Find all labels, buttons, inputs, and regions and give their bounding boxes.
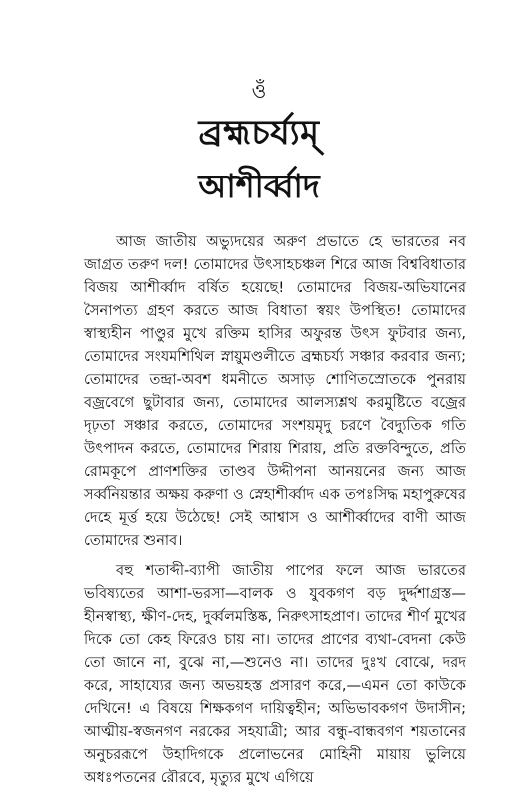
paragraph-2: বহু শতাব্দী-ব্যাপী জাতীয় পাপের ফলে আজ ভারতের ভবিষ্যতের আশা-ভরসা—বালক ও যুবকগণ বড় দুর্দ্দশাগ্রস্ত—হীনস্বাস্থ্য, ক্ষীণ-দেহ, দুর্ব্বলমস্তিষ্ক, নিরুৎসাহপ্রাণ। তাদের শীর্ণ মুখের দিকে তো কেহ ফিরেও চায় না। তাদের প্রাণের ব্যথা-বেদনা কেউ তো জানে না, বুঝে না,—শুনেও না। তাদের দুঃখ বোঝে, দরদ করে, সাহায্যের জন্য অভয়হস্ত প্রসারণ করে,—এমন তো কাউকে দেখিনে! এ বিষয়ে শিক্ষকগণ দায়িত্বহীন; অভিভাবকগণ উদাসীন; আত্মীয়-স্বজনগণ নরকের সহযাত্রী; আর বন্ধু-বান্ধবগণ শয়তানের অনুচররূপে উহাদিগকে প্রলোভনের মোহিনী মায়ায় ভুলিয়ে অধঃপতনের রৌরবে, মৃত্যুর মুখে এগিয়ে [84,562,466,786]
om-symbol: ওঁ [251,79,267,103]
paragraph-1: আজ জাতীয় অভ্যুদয়ের অরুণ প্রভাতে হে ভারতের নব জাগ্রত তরুণ দল! তোমাদের উৎসাহচঞ্চল শিরে আজ বিশ্ববিধাতার বিজয় আশীর্ব্বাদ বর্ষিত হয়েছে! তোমাদের বিজয়-অভিযানের সৈনাপত্য গ্রহণ করতে আজ বিধাতা স্বয়ং উপস্থিত! তোমাদের স্বাস্থ্যহীন পাণ্ডুর মুখে রক্তিম হাসির অফুরন্ত উৎস ফুটবার জন্য, তোমাদের সংযমশিথিল স্নায়ুমণ্ডলীতে ব্রহ্মচর্য্য সঞ্চার করবার জন্য; তোমাদের তন্দ্রা-অবশ ধমনীতে অসাড় শোণিতস্রোতকে পুনরায় বজ্রবেগে ছুটাবার জন্য, তোমাদের আলস্যশ্লথ করমুষ্টিতে বজ্রের দৃঢ়তা সঞ্চার করতে, তোমাদের সংশয়মৃদু চরণে বৈদ্যুতিক গতি উৎপাদন করতে, তোমাদের শিরায় শিরায়, প্রতি রক্তবিন্দুতে, প্রতি রোমকূপে প্রাণশক্তির তাণ্ডব উদ্দীপনা আনয়নের জন্য আজ সর্ব্বনিয়ন্তার অক্ষয় করুণা ও স্নেহাশীর্ব্বাদ এক তপঃসিদ্ধ মহাপুরুষের দেহে মূর্ত্ত হয়ে উঠেছে! সেই আশ্বাস ও আশীর্ব্বাদের বাণী আজ তোমাদের শুনাব। [84,233,466,549]
body-text [84,230,466,796]
section-heading: আশীর্ব্বাদ [198,167,320,205]
page-title: ব্রহ্মচর্য্যম্ [198,113,320,153]
